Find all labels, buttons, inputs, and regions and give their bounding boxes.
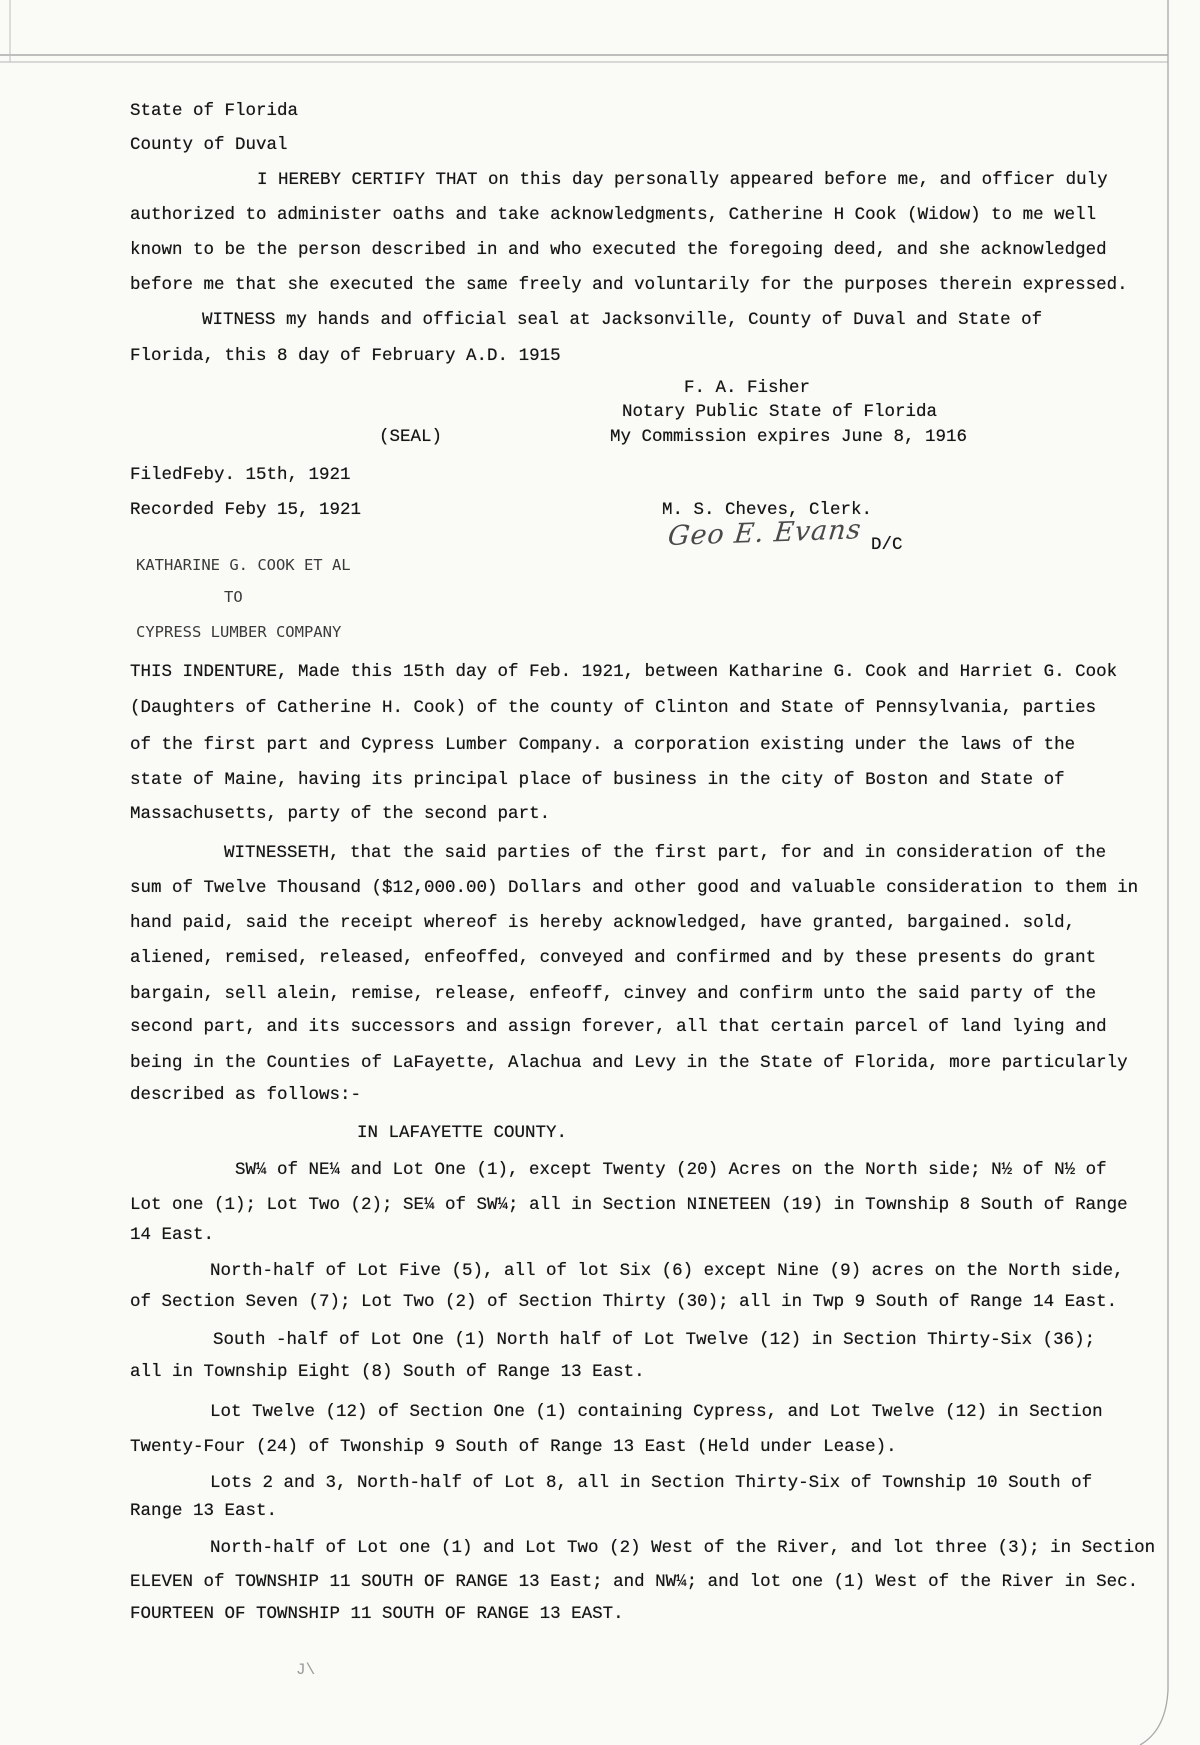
certificate-line: known to be the person described in and who executed the foregoing deed, and she acknowledged [130,240,1107,260]
certificate-line: authorized to administer oaths and take acknowledgments, Catherine H Cook (Widow) to me well [130,205,1097,225]
witnesseth-line: described as follows:- [130,1085,362,1105]
parcel-line: of Section Seven (7); Lot Two (2) of Section Thirty (30); all in Twp 9 South of Range 14 East. [130,1292,1118,1312]
deed-grantee: CYPRESS LUMBER COMPANY [136,623,342,641]
witnesseth-line: WITNESSETH, that the said parties of the first part, for and in consideration of the [224,843,1107,863]
parcel-line: Range 13 East. [130,1501,278,1521]
notary-commission: My Commission expires June 8, 1916 [610,427,968,447]
indenture-line: THIS INDENTURE, Made this 15th day of Feb. 1921, between Katharine G. Cook and Harriet G. Cook [130,662,1118,682]
right-page-edge [1140,0,1168,1745]
witnesseth-line: hand paid, said the receipt whereof is hereby acknowledged, have granted, bargained. sold, [130,913,1076,933]
indenture-line: of the first part and Cypress Lumber Company. a corporation existing under the laws of the [130,735,1076,755]
parcel-line: Twenty-Four (24) of Twonship 9 South of Range 13 East (Held under Lease). [130,1437,897,1457]
parcel-line: 14 East. [130,1225,215,1245]
witnesseth-line: sum of Twelve Thousand ($12,000.00) Dollars and other good and valuable consideration to them in [130,878,1139,898]
parcel-line: Lots 2 and 3, North-half of Lot 8, all in Section Thirty-Six of Township 10 South of [210,1473,1093,1493]
seal-marker: (SEAL) [379,427,443,447]
certificate-line: I HEREBY CERTIFY THAT on this day personally appeared before me, and officer duly [257,170,1108,190]
certificate-state: State of Florida [130,101,299,121]
parcel-line: North-half of Lot Five (5), all of lot Six (6) except Nine (9) acres on the North side, [210,1261,1124,1281]
deputy-signature: Geo E. Evans [666,514,864,553]
deed-grantor: KATHARINE G. COOK ET AL [136,556,351,574]
parcel-line: Lot Twelve (12) of Section One (1) containing Cypress, and Lot Twelve (12) in Section [210,1402,1103,1422]
clerk-name: M. S. Cheves, Clerk. [662,500,873,520]
parcel-line: all in Township Eight (8) South of Range 13 East. [130,1362,645,1382]
witnesseth-line: aliened, remised, released, enfeoffed, conveyed and confirmed and by these presents do grant [130,948,1097,968]
parcel-line: North-half of Lot one (1) and Lot Two (2) West of the River, and lot three (3); in Section [210,1538,1156,1558]
indenture-line: Massachusetts, party of the second part. [130,804,551,824]
parcel-line: Lot one (1); Lot Two (2); SE¼ of SW¼; all in Section NINETEEN (19) in Township 8 South of Range [130,1195,1128,1215]
notary-name: F. A. Fisher [684,378,811,398]
certificate-witness-line: WITNESS my hands and official seal at Jacksonville, County of Duval and State of [202,310,1043,330]
notary-title: Notary Public State of Florida [622,402,938,422]
certificate-line: before me that she executed the same freely and voluntarily for the purposes therein expressed. [130,275,1128,295]
indenture-line: (Daughters of Catherine H. Cook) of the county of Clinton and State of Pennsylvania, parties [130,698,1097,718]
parcel-line: SW¼ of NE¼ and Lot One (1), except Twenty (20) Acres on the North side; N½ of N½ of [235,1160,1107,1180]
filed-date: FiledFeby. 15th, 1921 [130,465,351,485]
county-heading: IN LAFAYETTE COUNTY. [357,1123,568,1143]
witnesseth-line: being in the Counties of LaFayette, Alachua and Levy in the State of Florida, more particularly [130,1053,1128,1073]
deed-to: TO [224,588,243,606]
certificate-county: County of Duval [130,135,288,155]
deputy-suffix: D/C [871,535,903,555]
margin-mark: J\ [296,1661,316,1679]
parcel-line: ELEVEN of TOWNSHIP 11 SOUTH OF RANGE 13 East; and NW¼; and lot one (1) West of the River in Sec. [130,1572,1139,1592]
recorded-date: Recorded Feby 15, 1921 [130,500,362,520]
certificate-date-line: Florida, this 8 day of February A.D. 1915 [130,346,561,366]
parcel-line: South -half of Lot One (1) North half of Lot Twelve (12) in Section Thirty-Six (36); [213,1330,1096,1350]
witnesseth-line: bargain, sell alein, remise, release, enfeoff, cinvey and confirm unto the said party of the [130,984,1097,1004]
indenture-line: state of Maine, having its principal place of business in the city of Boston and State of [130,770,1065,790]
parcel-line: FOURTEEN OF TOWNSHIP 11 SOUTH OF RANGE 13 EAST. [130,1604,624,1624]
witnesseth-line: second part, and its successors and assign forever, all that certain parcel of land lying and [130,1017,1107,1037]
